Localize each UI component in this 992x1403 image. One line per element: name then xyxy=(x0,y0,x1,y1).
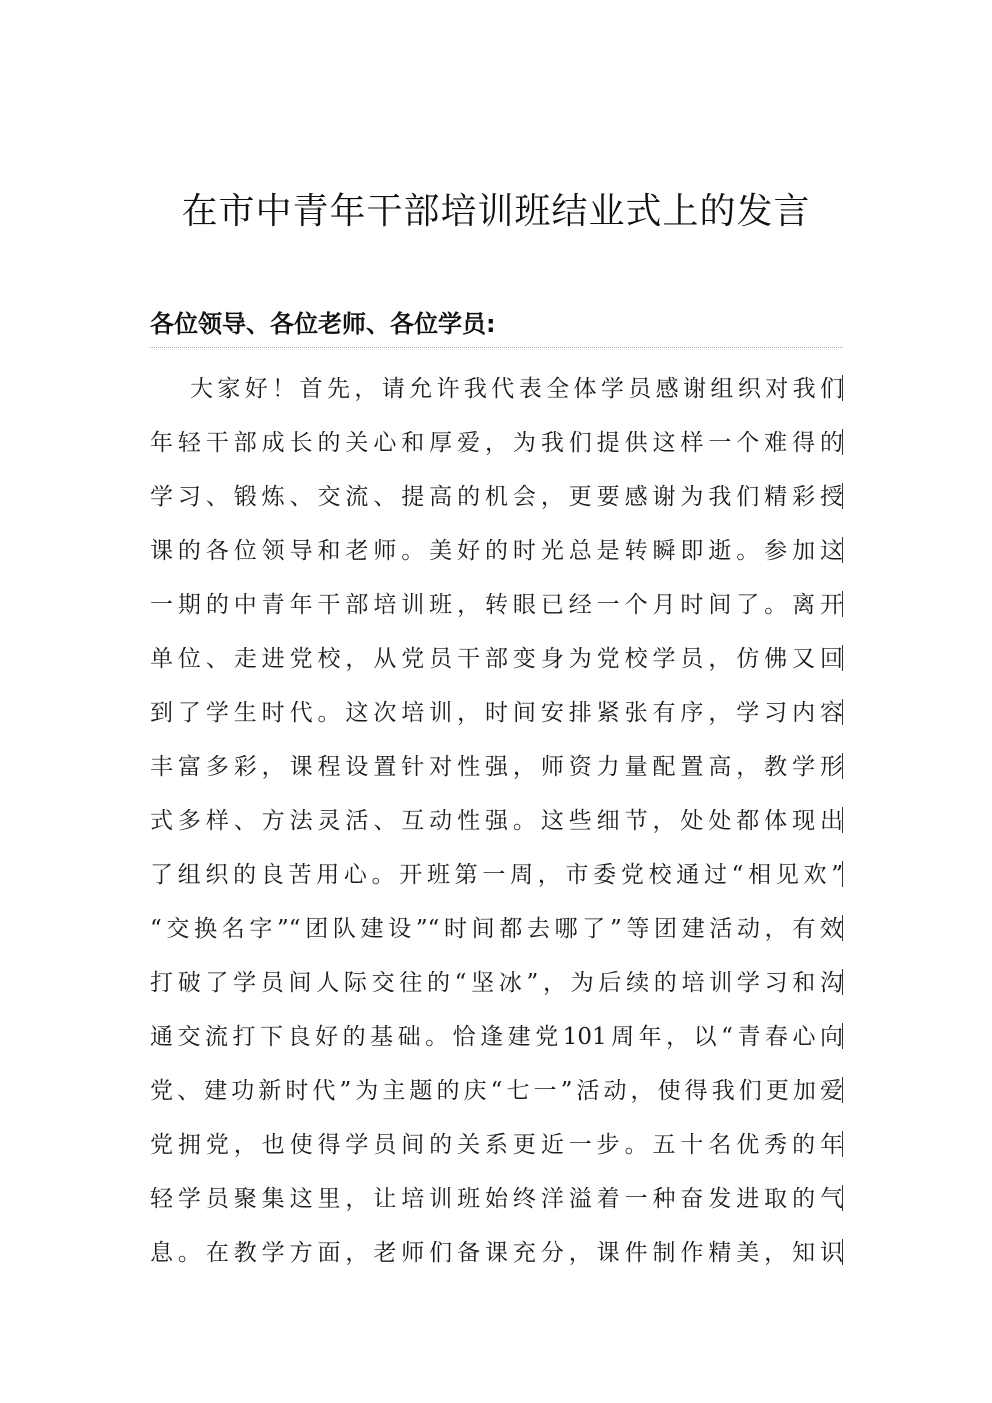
body-paragraph xyxy=(150,362,843,1280)
text-line: 单位、走进党校，从党员干部变身为党校学员，仿佛又回 xyxy=(150,646,843,672)
margin-mark xyxy=(842,915,843,941)
text-line: 打破了学员间人际交往的“坚冰”，为后续的培训学习和沟 xyxy=(150,970,843,996)
text-line: 一期的中青年干部培训班，转眼已经一个月时间了。离开 xyxy=(150,592,843,618)
margin-mark xyxy=(842,1077,843,1103)
text-line: 到了学生时代。这次培训，时间安排紧张有序，学习内容 xyxy=(150,700,843,726)
margin-mark xyxy=(842,969,843,995)
margin-mark xyxy=(842,699,843,725)
margin-mark xyxy=(842,753,843,779)
text-line: 丰富多彩，课程设置针对性强，师资力量配置高，教学形 xyxy=(150,754,843,780)
text-line: 通交流打下良好的基础。恰逢建党101周年，以“青春心向 xyxy=(150,1024,843,1050)
margin-mark xyxy=(842,591,843,617)
text-line: 轻学员聚集这里，让培训班始终洋溢着一种奋发进取的气 xyxy=(150,1186,843,1212)
margin-mark xyxy=(842,807,843,833)
margin-mark xyxy=(842,429,843,455)
text-line: 党、建功新时代”为主题的庆“七一”活动，使得我们更加爱 xyxy=(150,1078,843,1104)
salutation: 各位领导、各位老师、各位学员: xyxy=(150,310,496,338)
text-line: 课的各位领导和老师。美好的时光总是转瞬即逝。参加这 xyxy=(150,538,843,564)
text-line: 息。在教学方面，老师们备课充分，课件制作精美，知识 xyxy=(150,1240,843,1266)
margin-mark xyxy=(842,1239,843,1265)
text-line: 大家好！首先，请允许我代表全体学员感谢组织对我们 xyxy=(190,376,843,402)
document-title: 在市中青年干部培训班结业式上的发言 xyxy=(181,191,811,233)
margin-mark xyxy=(842,375,843,401)
margin-mark xyxy=(842,1023,843,1049)
margin-mark xyxy=(842,1185,843,1211)
margin-mark xyxy=(842,645,843,671)
text-line: 了组织的良苦用心。开班第一周，市委党校通过“相见欢” xyxy=(150,862,843,888)
text-line: 学习、锻炼、交流、提高的机会，更要感谢为我们精彩授 xyxy=(150,484,843,510)
margin-mark xyxy=(842,537,843,563)
text-line: “交换名字”“团队建设”“时间都去哪了”等团建活动，有效 xyxy=(150,916,843,942)
margin-mark xyxy=(842,1131,843,1157)
dotted-divider xyxy=(150,347,843,348)
text-line: 式多样、方法灵活、互动性强。这些细节，处处都体现出 xyxy=(150,808,843,834)
margin-mark xyxy=(842,861,843,887)
margin-mark xyxy=(842,483,843,509)
text-line: 年轻干部成长的关心和厚爱，为我们提供这样一个难得的 xyxy=(150,430,843,456)
text-line: 党拥党，也使得学员间的关系更近一步。五十名优秀的年 xyxy=(150,1132,843,1158)
